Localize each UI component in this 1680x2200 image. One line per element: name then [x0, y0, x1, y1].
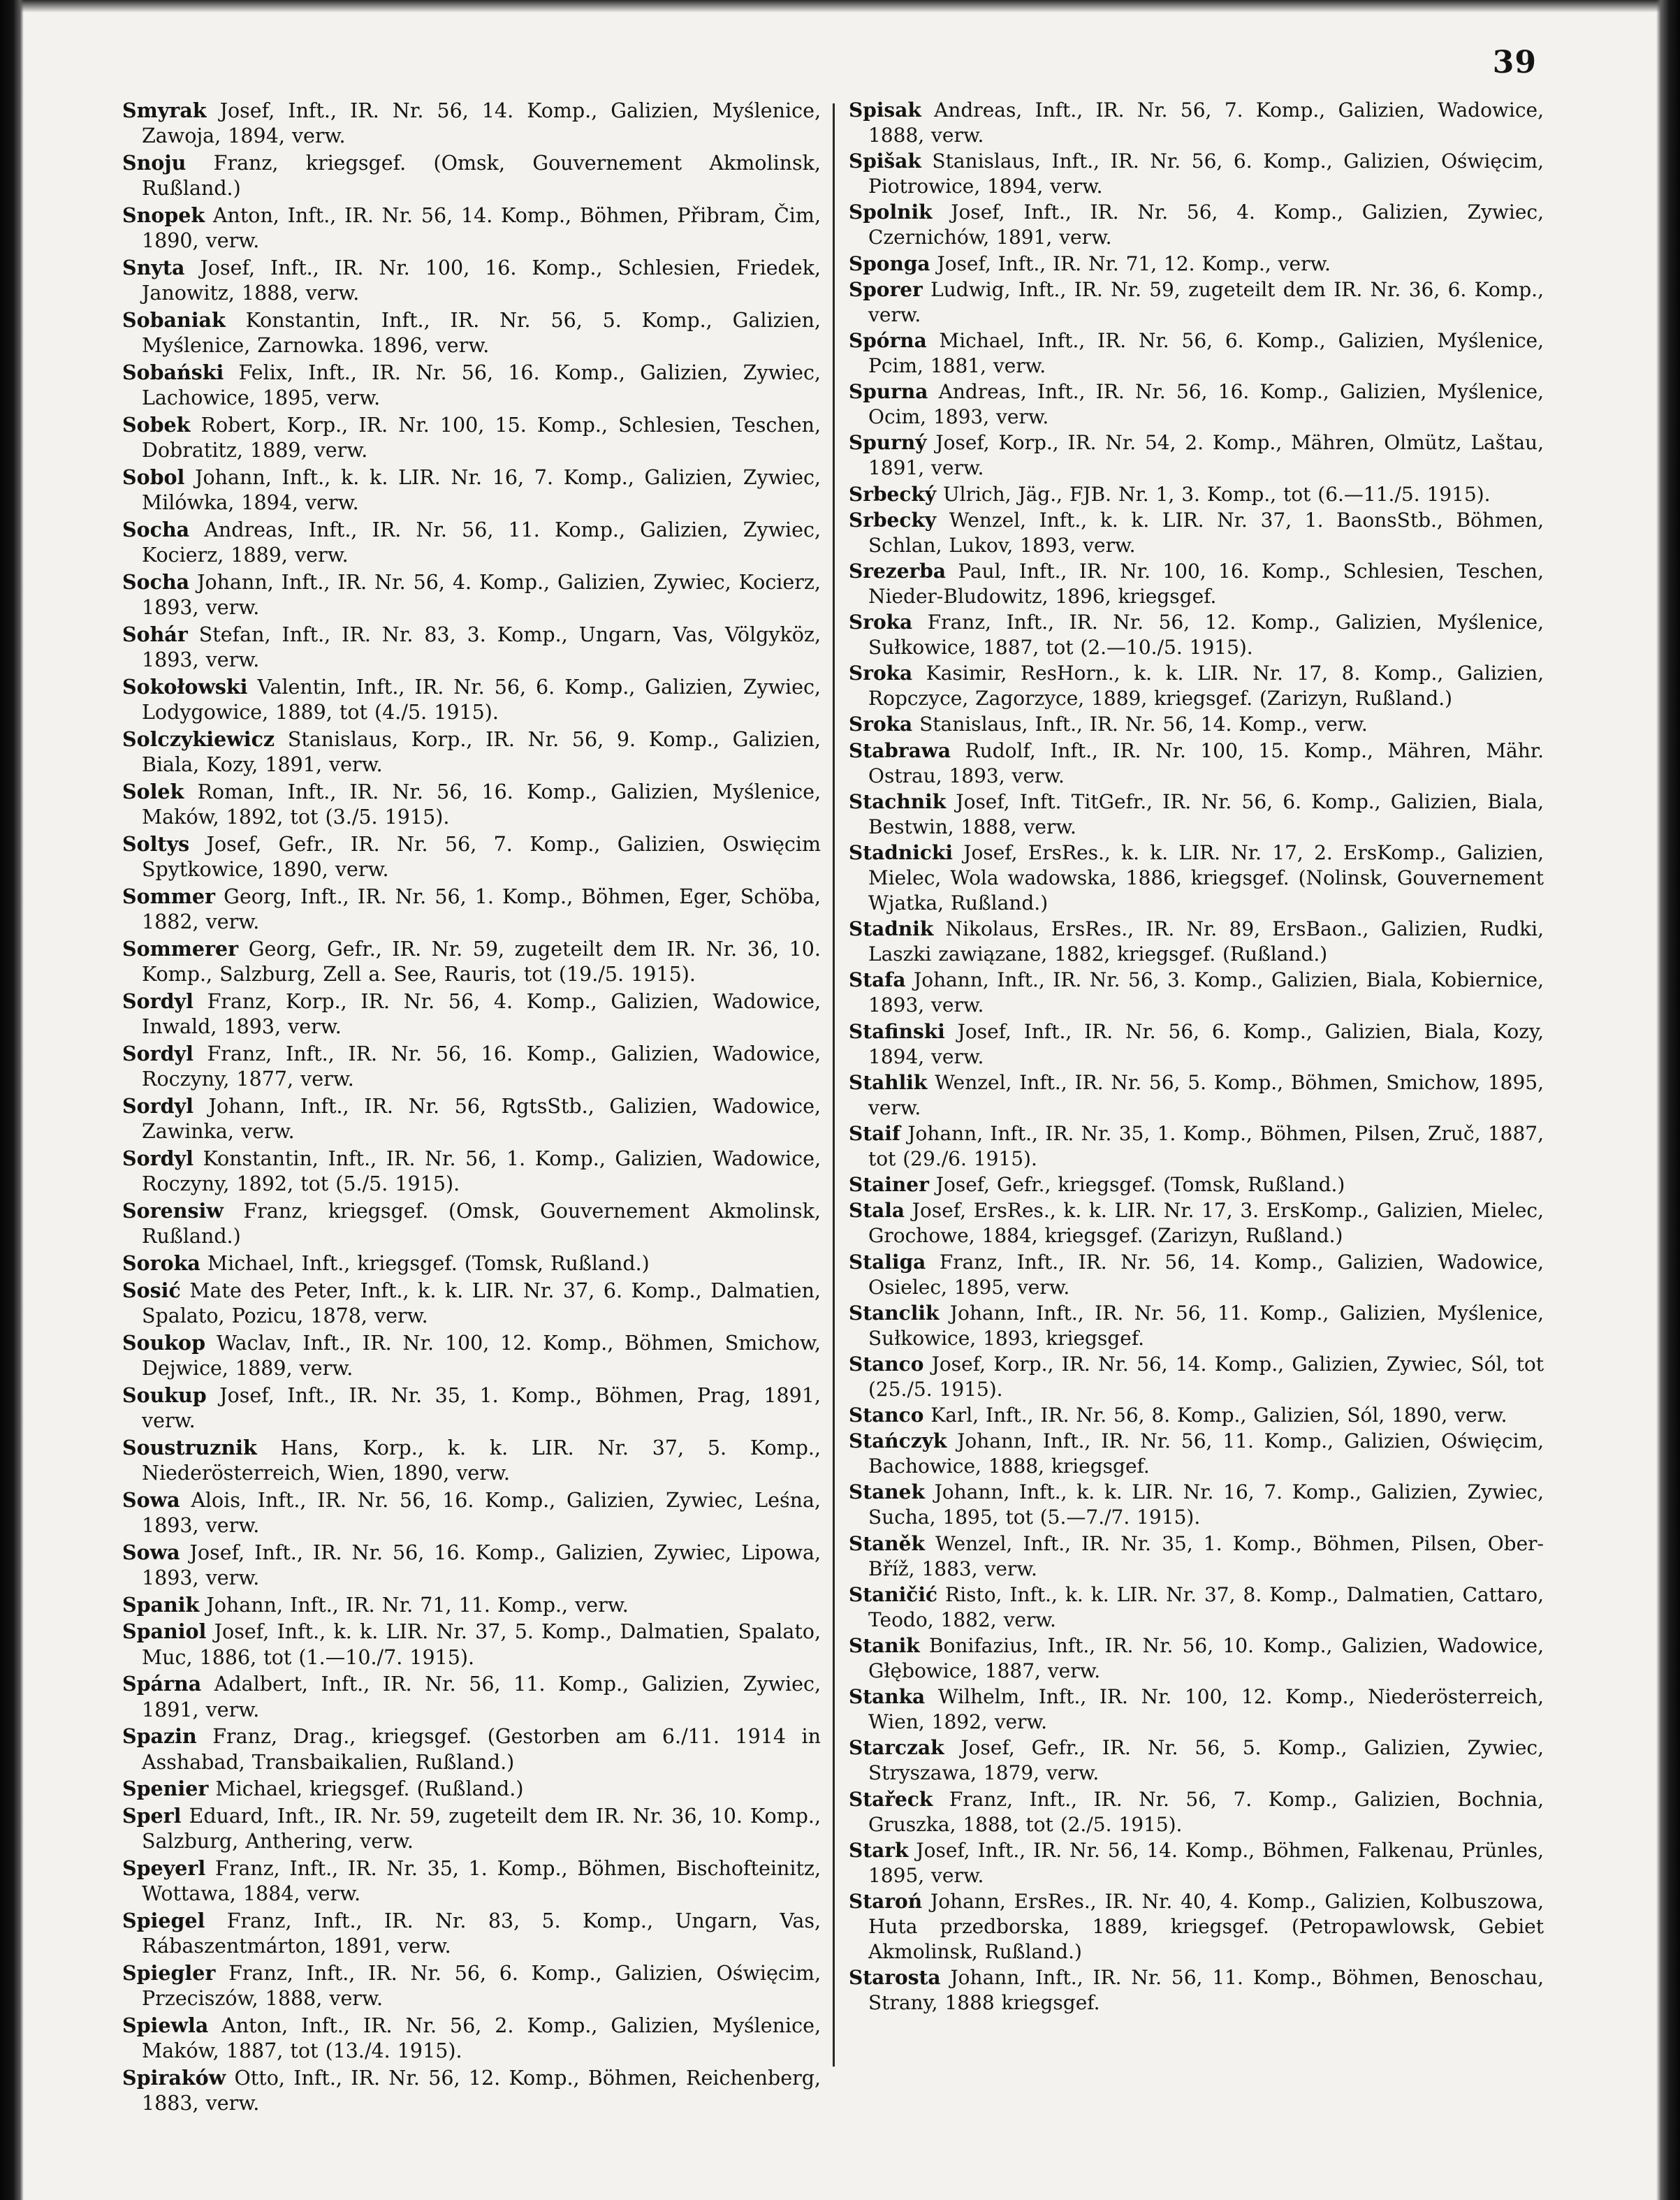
entry-surname: Spolnik	[849, 201, 933, 224]
entry-details: Josef, Inft., IR. Nr. 56, 6. Komp., Galizien, Biala, Kozy, 1894, verw.	[868, 1019, 1544, 1068]
entry-details: Josef, Inft., k. k. LIR. Nr. 37, 5. Komp., Dalmatien, Spalato, Muc, 1886, tot (1.—10./7. 1915).	[142, 1620, 821, 1669]
entry-surname: Soukop	[122, 1330, 205, 1355]
entry-surname: Sowa	[122, 1487, 180, 1512]
casualty-entry	[122, 622, 821, 673]
entry-surname: Sordyl	[122, 1094, 193, 1118]
entry-surname: Spanik	[122, 1592, 200, 1617]
casualty-entry	[849, 1198, 1544, 1248]
entry-surname: Staliga	[849, 1250, 926, 1274]
entry-details: Josef, Inft. TitGefr., IR. Nr. 56, 6. Komp., Galizien, Biala, Bestwin, 1888, verw.	[868, 789, 1544, 838]
entry-surname: Stafinski	[849, 1019, 945, 1043]
casualty-entry	[849, 1735, 1544, 1786]
entry-details: Johann, Inft., IR. Nr. 56, 4. Komp., Galizien, Zywiec, Kocierz, 1893, verw.	[142, 571, 821, 620]
entry-details: Mate des Peter, Inft., k. k. LIR. Nr. 37, 6. Komp., Dalmatien, Spalato, Pozicu, 1878, verw.	[142, 1279, 821, 1327]
casualty-entry	[849, 149, 1544, 199]
entry-details: Georg, Inft., IR. Nr. 56, 1. Komp., Böhmen, Eger, Schöba, 1882, verw.	[142, 885, 821, 934]
entry-surname: Sobek	[122, 413, 191, 437]
casualty-entry	[122, 1671, 821, 1723]
entry-details: Josef, Gefr., kriegsgef. (Tomsk, Rußland.)	[935, 1173, 1345, 1197]
casualty-entry	[122, 1278, 821, 1330]
entry-surname: Starosta	[849, 1966, 941, 1990]
entry-surname: Spárna	[122, 1672, 202, 1696]
entry-surname: Smyrak	[122, 99, 207, 122]
entry-details: Eduard, Inft., IR. Nr. 59, zugeteilt dem IR. Nr. 36, 10. Komp., Salzburg, Anthering, verw.	[142, 1804, 821, 1853]
entry-details: Franz, Drag., kriegsgef. (Gestorben am 6./11. 1914 in Asshabad, Transbaikalien, Rußland.)	[142, 1725, 821, 1774]
entry-surname: Solek	[122, 780, 184, 803]
entry-details: Josef, Korp., IR. Nr. 54, 2. Komp., Mähren, Olmütz, Laštau, 1891, verw.	[868, 431, 1544, 480]
entry-surname: Speyerl	[122, 1856, 206, 1880]
entry-details: Kasimir, ResHorn., k. k. LIR. Nr. 17, 8. Komp., Galizien, Ropczyce, Zagorzyce, 1889, kriegsgef. (Zarizyn, Rußland.)	[868, 662, 1544, 711]
casualty-entry	[122, 1592, 821, 1618]
entry-details: Konstantin, Inft., IR. Nr. 56, 1. Komp., Galizien, Wadowice, Roczyny, 1892, tot (5./5. 1915).	[142, 1147, 821, 1196]
entry-surname: Spórna	[849, 328, 927, 352]
entry-details: Franz, Korp., IR. Nr. 56, 4. Komp., Galizien, Wadowice, Inwald, 1893, verw.	[142, 990, 821, 1039]
entry-details: Hans, Korp., k. k. LIR. Nr. 37, 5. Komp., Niederösterreich, Wien, 1890, verw.	[142, 1436, 821, 1485]
entry-details: Otto, Inft., IR. Nr. 56, 12. Komp., Böhmen, Reichenberg, 1883, verw.	[142, 2066, 821, 2115]
entry-details: Wenzel, Inft., IR. Nr. 35, 1. Komp., Böhmen, Pilsen, Ober-Bříž, 1883, verw.	[868, 1531, 1544, 1580]
entry-surname: Stadnicki	[849, 841, 953, 864]
entry-surname: Spišak	[849, 150, 921, 173]
casualty-entry	[122, 1960, 821, 2012]
casualty-entry	[849, 1684, 1544, 1735]
entry-details: Risto, Inft., k. k. LIR. Nr. 37, 8. Komp., Dalmatien, Cattaro, Teodo, 1882, verw.	[868, 1582, 1544, 1631]
entry-details: Josef, Inft., IR. Nr. 56, 14. Komp., Galizien, Myślenice, Zawoja, 1894, verw.	[142, 99, 821, 148]
entry-surname: Stahlik	[849, 1070, 928, 1094]
entry-details: Robert, Korp., IR. Nr. 100, 15. Komp., Schlesien, Teschen, Dobratitz, 1889, verw.	[142, 414, 821, 462]
entry-surname: Stanco	[849, 1352, 924, 1376]
entry-details: Josef, Inft., IR. Nr. 56, 16. Komp., Galizien, Zywiec, Lipowa, 1893, verw.	[142, 1540, 821, 1589]
entry-details: Stefan, Inft., IR. Nr. 83, 3. Komp., Ungarn, Vas, Völgyköz, 1893, verw.	[142, 623, 821, 672]
casualty-entry	[122, 1198, 821, 1250]
entry-details: Josef, Inft., IR. Nr. 100, 16. Komp., Schlesien, Friedek, Janowitz, 1888, verw.	[142, 256, 821, 305]
entry-details: Johann, Inft., IR. Nr. 71, 11. Komp., verw.	[206, 1593, 629, 1617]
entry-surname: Stala	[849, 1199, 905, 1223]
casualty-entry	[849, 1352, 1544, 1402]
casualty-entry	[122, 1383, 821, 1434]
entry-surname: Stabrawa	[849, 738, 951, 762]
casualty-entry	[849, 1480, 1544, 1530]
entry-surname: Staif	[849, 1121, 900, 1145]
entry-details: Ludwig, Inft., IR. Nr. 59, zugeteilt dem IR. Nr. 36, 6. Komp., verw.	[868, 277, 1544, 326]
entry-surname: Stachnik	[849, 789, 947, 813]
entry-details: Adalbert, Inft., IR. Nr. 56, 11. Komp., Galizien, Zywiec, 1891, verw.	[142, 1673, 821, 1721]
casualty-entry	[122, 1724, 821, 1775]
entry-details: Johann, Inft., IR. Nr. 56, 11. Komp., Galizien, Myślenice, Sułkowice, 1893, kriegsgef.	[868, 1301, 1544, 1350]
entry-surname: Spurný	[849, 431, 927, 455]
casualty-entry	[849, 610, 1544, 660]
entry-surname: Spiegel	[122, 1908, 205, 1932]
entry-surname: Stanek	[849, 1480, 925, 1504]
casualty-entry	[122, 779, 821, 831]
casualty-entry	[122, 936, 821, 988]
entry-surname: Spisak	[849, 99, 921, 122]
entry-details: Michael, Inft., kriegsgef. (Tomsk, Rußland.)	[207, 1252, 650, 1275]
casualty-entry	[122, 360, 821, 411]
casualty-entry	[122, 989, 821, 1040]
right-column	[849, 98, 1544, 2016]
casualty-entry	[122, 674, 821, 726]
casualty-entry	[849, 1889, 1544, 1965]
entry-surname: Soukup	[122, 1383, 207, 1407]
entry-details: Bonifazius, Inft., IR. Nr. 56, 10. Komp., Galizien, Wadowice, Głębowice, 1887, verw.	[868, 1634, 1544, 1682]
entry-details: Josef, Inft., IR. Nr. 56, 14. Komp., Böhmen, Falkenau, Prünles, 1895, verw.	[868, 1838, 1544, 1887]
entry-surname: Sowa	[122, 1540, 180, 1564]
entry-details: Franz, Inft., IR. Nr. 35, 1. Komp., Böhmen, Bischofteinitz, Wottawa, 1884, verw.	[142, 1856, 821, 1906]
casualty-entry	[849, 1301, 1544, 1351]
entry-details: Felix, Inft., IR. Nr. 56, 16. Komp., Galizien, Zywiec, Lachowice, 1895, verw.	[142, 361, 821, 410]
entry-surname: Spiegler	[122, 1960, 216, 1985]
entry-details: Anton, Inft., IR. Nr. 56, 2. Komp., Galizien, Myślenice, Maków, 1887, tot (13./4. 1915).	[142, 2013, 821, 2063]
casualty-entry	[122, 2065, 821, 2117]
entry-surname: Socha	[122, 570, 190, 594]
entry-details: Johann, Inft., k. k. LIR. Nr. 16, 7. Komp., Galizien, Zywiec, Sucha, 1895, tot (5.—7./7. 1915).	[868, 1480, 1544, 1529]
entry-surname: Sroka	[849, 611, 913, 634]
casualty-entry	[849, 1965, 1544, 2016]
casualty-entry	[122, 884, 821, 935]
casualty-entry	[122, 517, 821, 569]
entry-details: Stanislaus, Inft., IR. Nr. 56, 14. Komp., verw.	[919, 713, 1368, 736]
entry-surname: Sosić	[122, 1278, 181, 1302]
casualty-entry	[849, 1403, 1544, 1428]
entry-surname: Soltys	[122, 832, 190, 856]
casualty-entry	[122, 1041, 821, 1093]
entry-surname: Sorensiw	[122, 1199, 224, 1223]
entry-surname: Sohár	[122, 622, 188, 646]
page-top-shadow	[0, 0, 1680, 13]
entry-surname: Soroka	[122, 1251, 200, 1275]
entry-details: Franz, Inft., IR. Nr. 56, 7. Komp., Galizien, Bochnia, Gruszka, 1888, tot (2./5. 1915).	[868, 1787, 1544, 1836]
entry-details: Franz, Inft., IR. Nr. 56, 16. Komp., Galizien, Wadowice, Roczyny, 1877, verw.	[142, 1042, 821, 1091]
casualty-entry	[849, 1531, 1544, 1582]
entry-surname: Spenier	[122, 1777, 209, 1801]
casualty-entry	[849, 1838, 1544, 1888]
entry-surname: Staněk	[849, 1531, 925, 1555]
entry-details: Johann, Inft., IR. Nr. 56, 11. Komp., Böhmen, Benoschau, Strany, 1888 kriegsgef.	[868, 1966, 1544, 2015]
entry-details: Waclav, Inft., IR. Nr. 100, 12. Komp., Böhmen, Smichow, Dejwice, 1889, verw.	[142, 1331, 821, 1380]
casualty-entry	[849, 1250, 1544, 1300]
entry-surname: Staničić	[849, 1582, 938, 1606]
casualty-entry	[122, 150, 821, 202]
entry-surname: Spiewla	[122, 2013, 209, 2037]
entry-details: Josef, ErsRes., k. k. LIR. Nr. 17, 2. ErsKomp., Galizien, Mielec, Wola wadowska, 1886, kriegsgef. (Nolinsk, Gouvernement Wjatka, Rußland.)	[868, 841, 1544, 915]
entry-surname: Stadnik	[849, 917, 934, 941]
casualty-entry	[849, 840, 1544, 916]
entry-details: Josef, Inft., IR. Nr. 35, 1. Komp., Böhmen, Prag, 1891, verw.	[142, 1383, 821, 1432]
casualty-entry	[122, 569, 821, 621]
entry-surname: Stańczyk	[849, 1429, 947, 1453]
casualty-entry	[122, 1146, 821, 1197]
casualty-entry	[122, 1330, 821, 1382]
casualty-entry	[122, 727, 821, 778]
entry-surname: Srezerba	[849, 559, 946, 583]
casualty-entry	[122, 1619, 821, 1670]
entry-details: Franz, Inft., IR. Nr. 56, 6. Komp., Galizien, Oświęcim, Przeciszów, 1888, verw.	[142, 1961, 821, 2011]
entry-details: Konstantin, Inft., IR. Nr. 56, 5. Komp., Galizien, Myślenice, Zarnowka. 1896, verw.	[142, 309, 821, 358]
entry-surname: Stafa	[849, 968, 906, 992]
casualty-entry	[122, 1093, 821, 1145]
entry-surname: Sordyl	[122, 1042, 193, 1065]
entry-details: Michael, kriegsgef. (Rußland.)	[215, 1777, 524, 1801]
casualty-entry	[849, 277, 1544, 328]
casualty-entry	[849, 968, 1544, 1018]
casualty-entry	[122, 1487, 821, 1539]
entry-details: Anton, Inft., IR. Nr. 56, 14. Komp., Böhmen, Přibram, Čim, 1890, verw.	[142, 204, 821, 253]
entry-details: Josef, Gefr., IR. Nr. 56, 5. Komp., Galizien, Zywiec, Stryszawa, 1879, verw.	[868, 1736, 1544, 1785]
entry-surname: Sporer	[849, 277, 923, 301]
entry-details: Roman, Inft., IR. Nr. 56, 16. Komp., Galizien, Myślenice, Maków, 1892, tot (3./5. 1915).	[142, 780, 821, 829]
casualty-entry	[122, 307, 821, 359]
entry-details: Franz, Inft., IR. Nr. 56, 14. Komp., Galizien, Wadowice, Osielec, 1895, verw.	[868, 1250, 1544, 1299]
entry-details: Andreas, Inft., IR. Nr. 56, 16. Komp., Galizien, Myślenice, Ocim, 1893, verw.	[868, 380, 1544, 429]
entry-surname: Socha	[122, 518, 190, 541]
entry-details: Johann, Inft., IR. Nr. 35, 1. Komp., Böhmen, Pilsen, Zruč, 1887, tot (29./6. 1915).	[868, 1121, 1544, 1170]
casualty-entry	[122, 1435, 821, 1487]
entry-details: Franz, Inft., IR. Nr. 83, 5. Komp., Ungarn, Vas, Rábaszentmárton, 1891, verw.	[142, 1909, 821, 1958]
casualty-entry	[122, 255, 821, 307]
column-divider	[833, 103, 835, 2067]
entry-surname: Snyta	[122, 256, 185, 279]
entry-surname: Srbecký	[849, 482, 937, 506]
entry-surname: Spaniol	[122, 1619, 207, 1644]
entry-details: Stanislaus, Korp., IR. Nr. 56, 9. Komp., Galizien, Biala, Kozy, 1891, verw.	[142, 728, 821, 777]
casualty-entry	[849, 1019, 1544, 1070]
entry-details: Valentin, Inft., IR. Nr. 56, 6. Komp., Galizien, Zywiec, Lodygowice, 1889, tot (4./5. 1915).	[142, 676, 821, 724]
entry-surname: Solczykiewicz	[122, 727, 275, 751]
entry-surname: Sroka	[849, 662, 913, 685]
entry-details: Josef, ErsRes., k. k. LIR. Nr. 17, 3. ErsKomp., Galizien, Mielec, Grochowe, 1884, kriegsgef. (Zarizyn, Rußland.)	[868, 1199, 1544, 1248]
entry-surname: Stark	[849, 1838, 909, 1862]
casualty-entry	[849, 1070, 1544, 1121]
entry-details: Ulrich, Jäg., FJB. Nr. 1, 3. Komp., tot (6.—11./5. 1915).	[943, 482, 1491, 506]
casualty-entry	[122, 1803, 821, 1855]
entry-details: Rudolf, Inft., IR. Nr. 100, 15. Komp., Mähren, Mähr. Ostrau, 1893, verw.	[868, 738, 1544, 787]
entry-surname: Sobol	[122, 465, 185, 489]
casualty-entry	[849, 1787, 1544, 1837]
entry-surname: Sordyl	[122, 1146, 193, 1170]
entry-details: Andreas, Inft., IR. Nr. 56, 7. Komp., Galizien, Wadowice, 1888, verw.	[868, 99, 1544, 147]
casualty-entry	[849, 1582, 1544, 1633]
entry-surname: Stanka	[849, 1685, 926, 1709]
entry-details: Georg, Gefr., IR. Nr. 59, zugeteilt dem IR. Nr. 36, 10. Komp., Salzburg, Zell a. See, Rauris, tot (19./5. 1915).	[142, 938, 821, 986]
casualty-entry	[849, 1121, 1544, 1172]
casualty-entry	[122, 1856, 821, 1907]
left-column	[122, 98, 821, 2118]
page-right-edge-shadow	[1656, 0, 1680, 2200]
casualty-entry	[849, 482, 1544, 507]
casualty-entry	[849, 200, 1544, 250]
entry-surname: Stanco	[849, 1404, 924, 1427]
entry-surname: Srbecky	[849, 508, 937, 532]
casualty-entry	[122, 465, 821, 516]
entry-surname: Snoju	[122, 151, 187, 175]
casualty-entry	[849, 1633, 1544, 1684]
entry-surname: Stainer	[849, 1173, 929, 1197]
entry-surname: Sperl	[122, 1803, 182, 1828]
casualty-entry	[849, 379, 1544, 430]
casualty-entry	[122, 1908, 821, 1960]
entry-details: Paul, Inft., IR. Nr. 100, 16. Komp., Schlesien, Teschen, Nieder-Bludowitz, 1896, kriegsgef.	[868, 559, 1544, 608]
casualty-entry	[122, 831, 821, 883]
casualty-entry	[849, 559, 1544, 609]
entry-details: Josef, Korp., IR. Nr. 56, 14. Komp., Galizien, Zywiec, Sól, tot (25./5. 1915).	[868, 1352, 1544, 1401]
casualty-entry	[849, 508, 1544, 558]
casualty-entry	[849, 430, 1544, 481]
entry-details: Franz, kriegsgef. (Omsk, Gouvernement Akmolinsk, Rußland.)	[142, 152, 821, 201]
entry-details: Johann, Inft., IR. Nr. 56, 3. Komp., Galizien, Biala, Kobiernice, 1893, verw.	[868, 968, 1544, 1017]
casualty-entry	[849, 661, 1544, 711]
casualty-entry	[849, 917, 1544, 967]
entry-surname: Staroń	[849, 1889, 923, 1913]
entry-details: Johann, Inft., IR. Nr. 56, RgtsStb., Galizien, Wadowice, Zawinka, verw.	[142, 1095, 821, 1144]
entry-details: Wenzel, Inft., k. k. LIR. Nr. 37, 1. BaonsStb., Böhmen, Schlan, Lukov, 1893, verw.	[868, 508, 1544, 557]
casualty-entry	[122, 2013, 821, 2064]
entry-surname: Spurna	[849, 380, 928, 404]
entry-surname: Soustruznik	[122, 1435, 257, 1459]
entry-surname: Stanclik	[849, 1301, 940, 1325]
page-number: 39	[1492, 45, 1537, 80]
entry-surname: Spiraków	[122, 2065, 226, 2090]
entry-details: Josef, Gefr., IR. Nr. 56, 7. Komp., Galizien, Oswięcim Spytkowice, 1890, verw.	[142, 833, 821, 882]
casualty-entry	[849, 789, 1544, 840]
page-left-edge-shadow	[0, 0, 24, 2200]
casualty-entry	[122, 1776, 821, 1802]
casualty-entry	[849, 712, 1544, 737]
casualty-entry	[122, 203, 821, 254]
casualty-entry	[849, 328, 1544, 379]
entry-surname: Stanik	[849, 1634, 920, 1657]
entry-surname: Snopek	[122, 203, 205, 227]
entry-surname: Sponga	[849, 252, 930, 275]
casualty-entry	[849, 738, 1544, 789]
casualty-entry	[122, 412, 821, 464]
casualty-entry	[849, 1429, 1544, 1479]
casualty-entry	[122, 98, 821, 150]
entry-details: Johann, Inft., IR. Nr. 56, 11. Komp., Galizien, Oświęcim, Bachowice, 1888, kriegsgef.	[868, 1429, 1544, 1478]
entry-details: Johann, ErsRes., IR. Nr. 40, 4. Komp., Galizien, Kolbuszowa, Huta przedborska, 1889, kriegsgef. (Petropawlowsk, Gebiet Akmolinsk, Rußland.)	[868, 1889, 1544, 1963]
entry-details: Karl, Inft., IR. Nr. 56, 8. Komp., Galizien, Sól, 1890, verw.	[930, 1404, 1507, 1427]
entry-surname: Sommer	[122, 884, 216, 908]
casualty-entry	[122, 1251, 821, 1276]
entry-details: Nikolaus, ErsRes., IR. Nr. 89, ErsBaon., Galizien, Rudki, Laszki zawiązane, 1882, kriegsgef. (Rußland.)	[868, 917, 1544, 966]
entry-surname: Sommerer	[122, 937, 239, 961]
entry-surname: Sobański	[122, 360, 224, 384]
entry-details: Wenzel, Inft., IR. Nr. 56, 5. Komp., Böhmen, Smichow, 1895, verw.	[868, 1070, 1544, 1119]
entry-surname: Sobaniak	[122, 308, 226, 332]
entry-details: Alois, Inft., IR. Nr. 56, 16. Komp., Galizien, Zywiec, Leśna, 1893, verw.	[142, 1488, 821, 1537]
entry-surname: Sroka	[849, 713, 913, 736]
entry-surname: Sordyl	[122, 989, 193, 1013]
casualty-entry	[849, 98, 1544, 148]
entry-details: Johann, Inft., k. k. LIR. Nr. 16, 7. Komp., Galizien, Zywiec, Milówka, 1894, verw.	[142, 466, 821, 515]
entry-surname: Starczak	[849, 1736, 944, 1760]
entry-details: Franz, kriegsgef. (Omsk, Gouvernement Akmolinsk, Rußland.)	[142, 1200, 821, 1248]
casualty-entry	[122, 1540, 821, 1591]
entry-details: Wilhelm, Inft., IR. Nr. 100, 12. Komp., Niederösterreich, Wien, 1892, verw.	[868, 1685, 1544, 1734]
entry-surname: Sokołowski	[122, 675, 248, 699]
entry-details: Andreas, Inft., IR. Nr. 56, 11. Komp., Galizien, Zywiec, Kocierz, 1889, verw.	[142, 518, 821, 567]
entry-surname: Spazin	[122, 1724, 197, 1749]
entry-details: Stanislaus, Inft., IR. Nr. 56, 6. Komp., Galizien, Oświęcim, Piotrowice, 1894, verw.	[868, 150, 1544, 198]
casualty-entry	[849, 1172, 1544, 1197]
entry-details: Josef, Inft., IR. Nr. 56, 4. Komp., Galizien, Zywiec, Czernichów, 1891, verw.	[868, 201, 1544, 249]
entry-surname: Stařeck	[849, 1787, 933, 1811]
casualty-entry	[849, 252, 1544, 277]
entry-details: Josef, Inft., IR. Nr. 71, 12. Komp., verw.	[937, 252, 1331, 275]
entry-details: Franz, Inft., IR. Nr. 56, 12. Komp., Galizien, Myślenice, Sułkowice, 1887, tot (2.—10./5. 1915).	[868, 611, 1544, 660]
entry-details: Michael, Inft., IR. Nr. 56, 6. Komp., Galizien, Myślenice, Pcim, 1881, verw.	[868, 328, 1544, 377]
